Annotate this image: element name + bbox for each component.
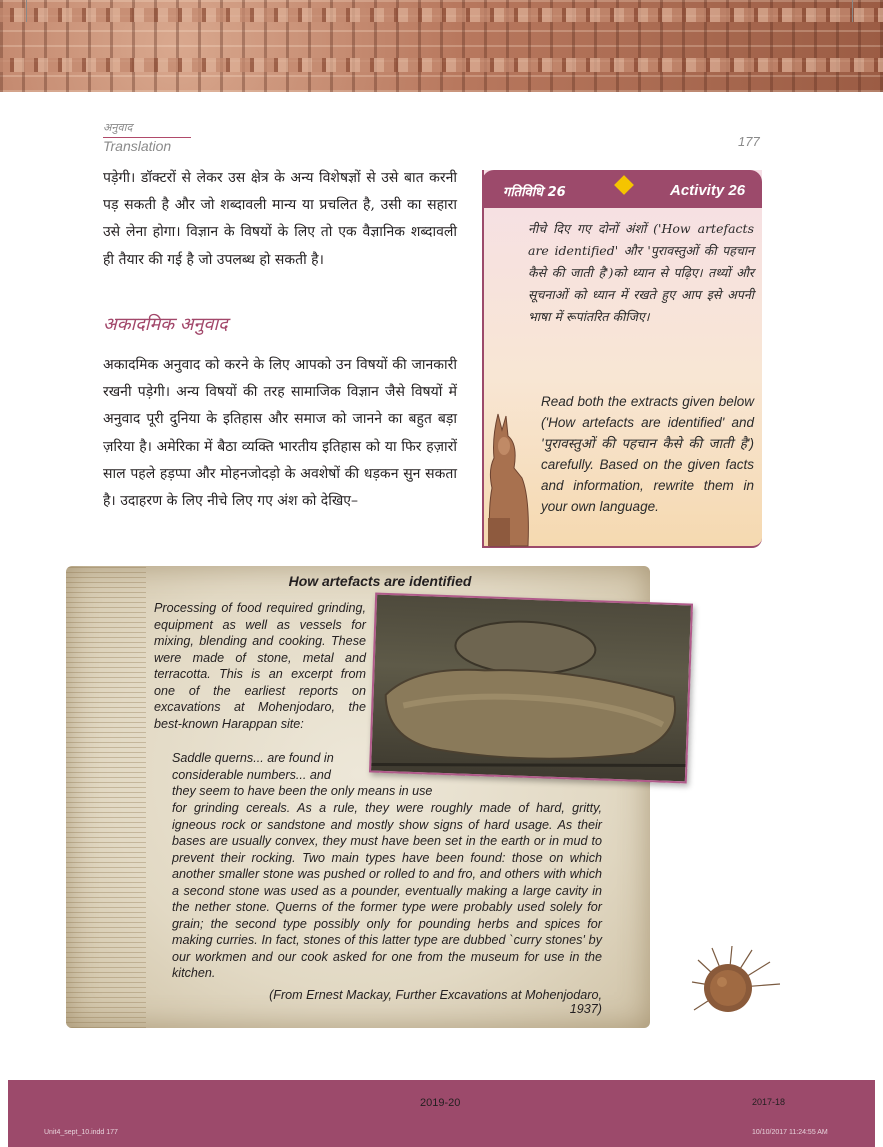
carved-stone-banner <box>0 0 883 92</box>
section-title: अकादमिक अनुवाद <box>103 314 228 335</box>
activity-english-text: Read both the extracts given below ('How artefacts are identified' and 'पुरावस्तुओं की पहचान कैसे की जाती है') carefully. Based on the given facts and information, rewrite them in your own language. <box>541 394 754 514</box>
extract-quote-line-1: Saddle querns... are found in considerable numbers... and <box>172 751 334 782</box>
footer-bar <box>0 1080 883 1147</box>
paragraph-2: अकादमिक अनुवाद को करने के लिए आपको उन विषयों की जानकारी रखनी पड़ेगी। अन्य विषयों की तरह सामाजिक विज्ञान जैसे विषयों में अनुवाद पूरी दुनिया के इतिहास और समाज को जानने का बहुत बड़ा ज़रिया है। अमेरिका में बैठा व्यक्ति भारतीय इतिहास को या फिर हज़ारों साल पहले हड़प्पा और मोहनजोदड़ो के अवशेषों की धड़कन सुन सकता है। उदाहरण के लिए नीचे लिए गए अंश को देखिए– <box>103 357 457 510</box>
footer-right-year: 2017-18 <box>752 1097 786 1107</box>
extract-intro: Processing of food required grinding, equipment as well as vessels for mixing, blending and cooking. These were made of stone, metal and terracotta. This is an excerpt from one of the earliest reports on excavations at Mohenjodaro, the best-known Harappan site: <box>154 601 366 731</box>
crop-mark <box>852 0 853 22</box>
header-hindi-title: अनुवाद <box>103 121 133 134</box>
extract-quote-body: for grinding cereals. As a rule, they were roughly made of hard, gritty, igneous rock or sandstone and mostly show signs of hard usage. As their bases are usually convex, they must have been set in the earth or in mud to prevent their rocking. Two main types have been found: those on which another smaller stone was pushed or rolled to and fro, and others with which a second stone was used as a pounder, eventually making a large cavity in the nether stone. Querns of the former type were probably used solely for grain; the second type possibly only for pounding herbs and spices for making curries. In fact, stones of this latter type are dubbed `curry stones' by our workmen and our cook asked for one from the museum for use in the kitchen. <box>172 801 602 980</box>
activity-english-label: Activity 26 <box>670 182 746 199</box>
paragraph-1: पड़ेगी। डॉक्टरों से लेकर उस क्षेत्र के अन्य विशेषज्ञों से उसे बात करनी पड़ सकती है और जो शब्दावली मान्य या प्रचलित है, उसी का सहारा उसे लेना होगा। विज्ञान के विषयों के लिए तो एक वैज्ञानिक शब्दावली ही तैयार की गई है जो उपलब्ध हो सकती है। <box>103 170 457 268</box>
footer-year: 2019-20 <box>420 1097 461 1109</box>
parchment-edge <box>66 566 146 1028</box>
footer-timestamp: 10/10/2017 11:24:55 AM <box>752 1129 828 1136</box>
activity-hindi-text: नीचे दिए गए दोनों अंशों ('How artefacts are identified' और 'पुरावस्तुओं की पहचान कैसे की जाती है')को ध्यान से पढ़िए। तथ्यों और सूचनाओं को ध्यान में रखते हुए आप इसे अपनी भाषा में रूपांतरित कीजिए। <box>528 221 754 324</box>
crop-mark <box>26 0 27 22</box>
bronze-mirror-icon <box>688 940 784 1030</box>
header-english-title: Translation <box>103 138 172 154</box>
extract-quote-line-2: they seem to have been the only means in use <box>172 784 433 798</box>
activity-hindi-label: गतिविधि 26 <box>503 185 566 200</box>
terracotta-bull-figure-icon <box>484 408 534 548</box>
footer-file-name: Unit4_sept_10.indd 177 <box>44 1129 118 1136</box>
extract-source: (From Ernest Mackay, Further Excavations at Mohenjodaro, 1937) <box>269 988 602 1016</box>
extract-title: How artefacts are identified <box>288 573 472 589</box>
page-number: 177 <box>738 134 760 149</box>
saddle-quern-photo <box>369 593 693 784</box>
